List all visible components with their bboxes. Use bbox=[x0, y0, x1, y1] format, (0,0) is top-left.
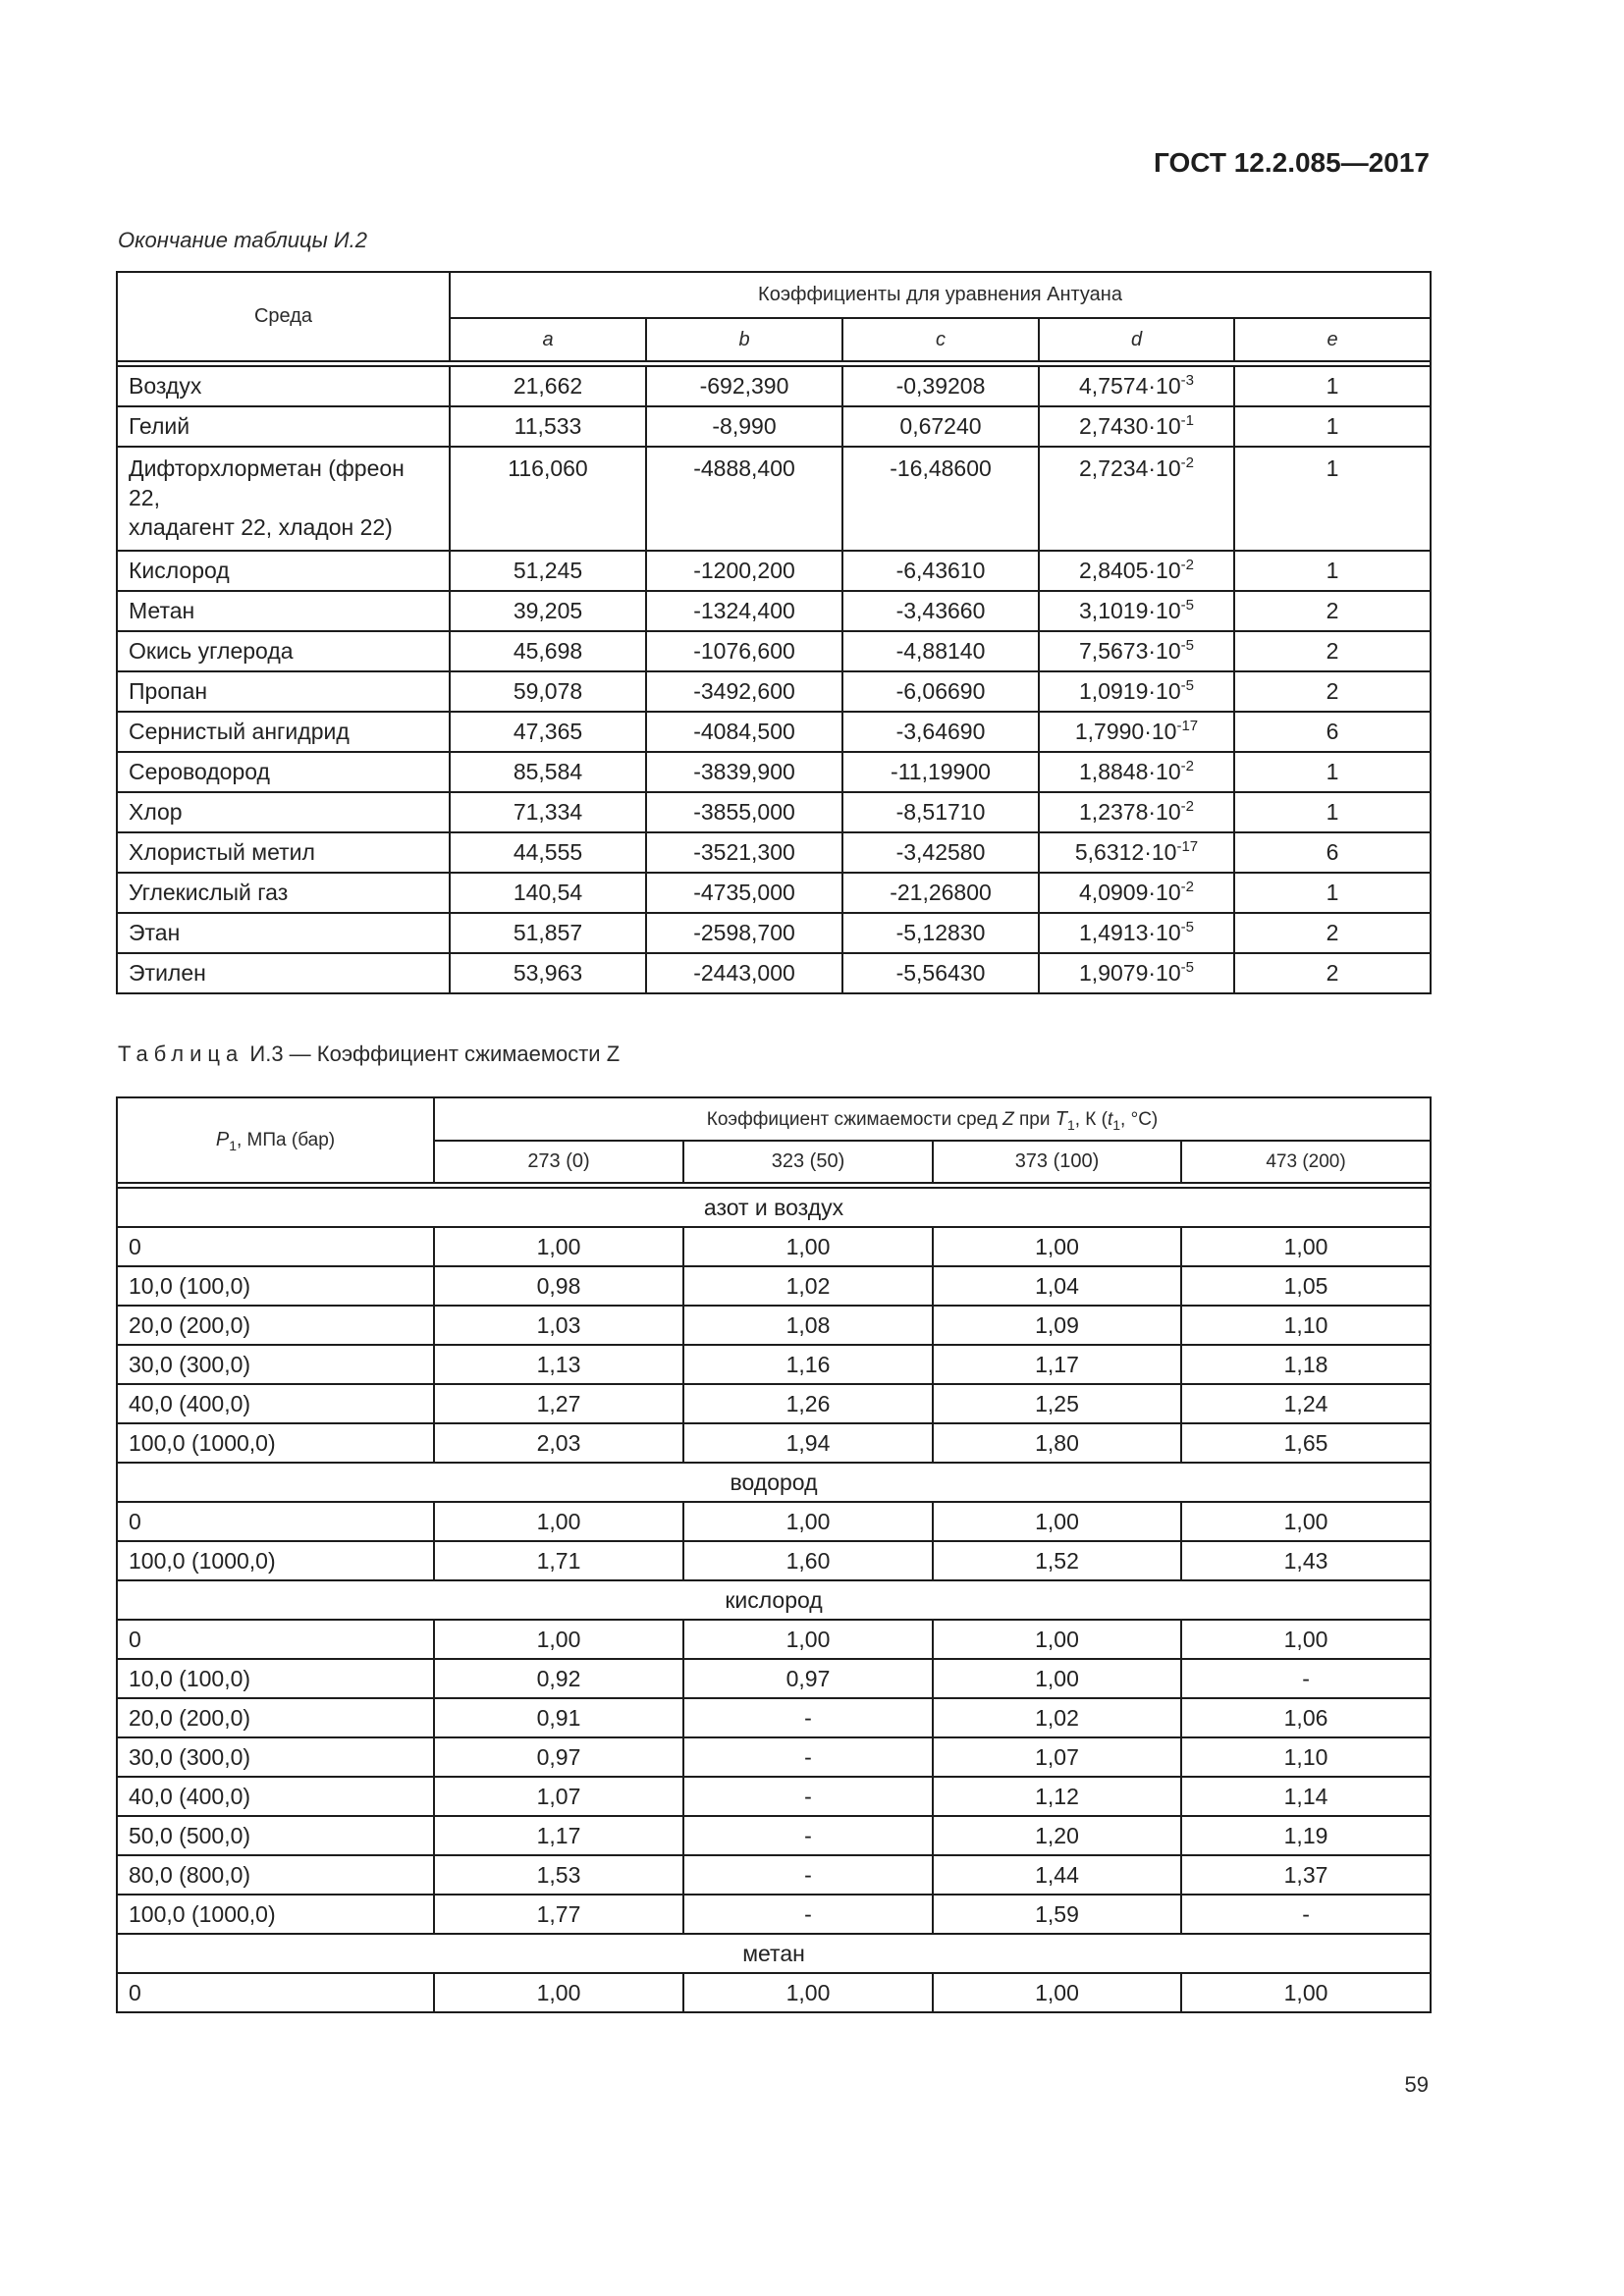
z-value: 1,00 bbox=[933, 1620, 1181, 1659]
pressure-value: 30,0 (300,0) bbox=[117, 1737, 434, 1777]
z-value: 0,98 bbox=[434, 1266, 683, 1306]
coef-a: 51,245 bbox=[450, 551, 646, 591]
table-row bbox=[117, 1973, 1431, 2012]
column-header-temp-473: 473 (200) bbox=[1181, 1141, 1431, 1183]
coef-b: -4735,000 bbox=[646, 873, 842, 913]
coef-d-multiplier: ·10 bbox=[1148, 880, 1181, 905]
z-value: 1,00 bbox=[434, 1227, 683, 1266]
column-header-medium: Среда bbox=[117, 272, 450, 361]
z-value: 1,77 bbox=[434, 1895, 683, 1934]
coef-d bbox=[1039, 671, 1234, 712]
z-value: 0,97 bbox=[683, 1659, 933, 1698]
coef-b: -1076,600 bbox=[646, 631, 842, 671]
z-value: 1,07 bbox=[434, 1777, 683, 1816]
z-value: 1,00 bbox=[683, 1973, 933, 2012]
table-row bbox=[117, 953, 1431, 993]
pressure-value: 40,0 (400,0) bbox=[117, 1384, 434, 1423]
compressibility-table bbox=[116, 1096, 1432, 2013]
coef-d-exponent: -17 bbox=[1176, 838, 1199, 855]
z-value: 1,44 bbox=[933, 1855, 1181, 1895]
coef-b: -8,990 bbox=[646, 406, 842, 447]
coef-d bbox=[1039, 752, 1234, 792]
coef-d bbox=[1039, 591, 1234, 631]
group-row bbox=[117, 1463, 1431, 1502]
group-row bbox=[117, 1934, 1431, 1973]
z-value: 1,04 bbox=[933, 1266, 1181, 1306]
coef-d bbox=[1039, 913, 1234, 953]
column-header-temp-373: 373 (100) bbox=[933, 1141, 1181, 1183]
z-value: 0,92 bbox=[434, 1659, 683, 1698]
z-value: 0,91 bbox=[434, 1698, 683, 1737]
coef-a: 51,857 bbox=[450, 913, 646, 953]
z-value: - bbox=[683, 1777, 933, 1816]
z-value: 1,00 bbox=[683, 1502, 933, 1541]
coef-e: 1 bbox=[1234, 873, 1431, 913]
z-value: - bbox=[683, 1698, 933, 1737]
pressure-value: 100,0 (1000,0) bbox=[117, 1895, 434, 1934]
group-label: водород bbox=[117, 1463, 1431, 1502]
compressibility-table-body bbox=[117, 1183, 1431, 2012]
coef-d-exponent: -2 bbox=[1180, 758, 1194, 774]
table-title: И.3 — Коэффициент сжимаемости Z bbox=[249, 1041, 621, 1066]
medium-name-line: хладагент 22, хладон 22) bbox=[129, 514, 393, 540]
coef-d bbox=[1039, 832, 1234, 873]
z-value: 1,16 bbox=[683, 1345, 933, 1384]
z-value: - bbox=[683, 1855, 933, 1895]
coef-d-mantissa: 1,2378 bbox=[1079, 799, 1149, 825]
pressure-value: 40,0 (400,0) bbox=[117, 1777, 434, 1816]
table-row bbox=[117, 591, 1431, 631]
coef-a: 44,555 bbox=[450, 832, 646, 873]
coef-d-multiplier: ·10 bbox=[1144, 839, 1177, 865]
coef-c: -3,64690 bbox=[842, 712, 1039, 752]
z-value: 1,71 bbox=[434, 1541, 683, 1580]
coef-d bbox=[1039, 631, 1234, 671]
table-row bbox=[117, 1423, 1431, 1463]
coef-d bbox=[1039, 406, 1234, 447]
table-row bbox=[117, 1855, 1431, 1895]
column-header-temp-323: 323 (50) bbox=[683, 1141, 933, 1183]
coef-d-exponent: -5 bbox=[1180, 959, 1194, 976]
coef-d-multiplier: ·10 bbox=[1148, 920, 1181, 945]
medium-name: Хлор bbox=[117, 792, 450, 832]
z-value: 1,00 bbox=[1181, 1227, 1431, 1266]
coef-a: 53,963 bbox=[450, 953, 646, 993]
coef-d-mantissa: 1,0919 bbox=[1079, 678, 1149, 704]
pressure-value: 10,0 (100,0) bbox=[117, 1659, 434, 1698]
table-row bbox=[117, 712, 1431, 752]
pressure-value: 20,0 (200,0) bbox=[117, 1306, 434, 1345]
medium-name: Сернистый ангидрид bbox=[117, 712, 450, 752]
t-symbol: T bbox=[1055, 1107, 1067, 1130]
table-label: Таблица bbox=[118, 1041, 244, 1066]
z-value: 1,19 bbox=[1181, 1816, 1431, 1855]
table-i3-caption bbox=[118, 1041, 620, 1067]
z-value: 1,00 bbox=[933, 1227, 1181, 1266]
group-header-text: при bbox=[1013, 1108, 1056, 1130]
column-header-b: b bbox=[646, 318, 842, 361]
group-header-text: , °С) bbox=[1120, 1108, 1159, 1130]
z-value: 1,06 bbox=[1181, 1698, 1431, 1737]
z-value: 1,17 bbox=[434, 1816, 683, 1855]
coef-e: 1 bbox=[1234, 406, 1431, 447]
column-header-d: d bbox=[1039, 318, 1234, 361]
z-value: 1,94 bbox=[683, 1423, 933, 1463]
t-subscript: 1 bbox=[1066, 1116, 1075, 1133]
coef-a: 45,698 bbox=[450, 631, 646, 671]
table-row bbox=[117, 1541, 1431, 1580]
table-row bbox=[117, 1384, 1431, 1423]
pressure-value: 10,0 (100,0) bbox=[117, 1266, 434, 1306]
coef-b: -3839,900 bbox=[646, 752, 842, 792]
coef-d bbox=[1039, 366, 1234, 406]
table-row bbox=[117, 551, 1431, 591]
table-row bbox=[117, 1345, 1431, 1384]
coef-c: -16,48600 bbox=[842, 447, 1039, 551]
coef-a: 140,54 bbox=[450, 873, 646, 913]
coef-e: 1 bbox=[1234, 447, 1431, 551]
coef-d-exponent: -5 bbox=[1180, 597, 1194, 614]
column-header-c: c bbox=[842, 318, 1039, 361]
z-value: - bbox=[683, 1737, 933, 1777]
z-value: 1,18 bbox=[1181, 1345, 1431, 1384]
table-row bbox=[117, 913, 1431, 953]
medium-name: Кислород bbox=[117, 551, 450, 591]
coef-a: 21,662 bbox=[450, 366, 646, 406]
coef-c: 0,67240 bbox=[842, 406, 1039, 447]
z-value: - bbox=[1181, 1659, 1431, 1698]
z-value: 1,37 bbox=[1181, 1855, 1431, 1895]
coef-d-multiplier: ·10 bbox=[1148, 960, 1181, 986]
z-value: - bbox=[1181, 1895, 1431, 1934]
coef-e: 2 bbox=[1234, 913, 1431, 953]
z-value: 1,26 bbox=[683, 1384, 933, 1423]
z-value: 1,00 bbox=[683, 1620, 933, 1659]
coef-c: -5,12830 bbox=[842, 913, 1039, 953]
coef-b: -2443,000 bbox=[646, 953, 842, 993]
z-value: 1,25 bbox=[933, 1384, 1181, 1423]
table-row bbox=[117, 1620, 1431, 1659]
coef-c: -0,39208 bbox=[842, 366, 1039, 406]
z-value: 1,59 bbox=[933, 1895, 1181, 1934]
z-value: 1,12 bbox=[933, 1777, 1181, 1816]
coef-d bbox=[1039, 551, 1234, 591]
coef-b: -3855,000 bbox=[646, 792, 842, 832]
coef-d-exponent: -17 bbox=[1176, 718, 1199, 734]
medium-name: Этилен bbox=[117, 953, 450, 993]
coef-d-exponent: -5 bbox=[1180, 637, 1194, 654]
coef-d-multiplier: ·10 bbox=[1148, 558, 1181, 583]
z-value: 1,60 bbox=[683, 1541, 933, 1580]
coef-c: -5,56430 bbox=[842, 953, 1039, 993]
medium-name: Пропан bbox=[117, 671, 450, 712]
antoine-table-body bbox=[117, 361, 1431, 993]
antoine-coefficients-table bbox=[116, 271, 1432, 994]
coef-b: -1200,200 bbox=[646, 551, 842, 591]
coef-d-multiplier: ·10 bbox=[1148, 759, 1181, 784]
coef-d-multiplier: ·10 bbox=[1144, 719, 1177, 744]
z-value: 1,08 bbox=[683, 1306, 933, 1345]
document-code: ГОСТ 12.2.085—2017 bbox=[1154, 147, 1430, 178]
coef-d-mantissa: 1,8848 bbox=[1079, 759, 1149, 784]
coef-a: 59,078 bbox=[450, 671, 646, 712]
coef-d-exponent: -1 bbox=[1180, 412, 1194, 429]
table-row bbox=[117, 366, 1431, 406]
coef-e: 6 bbox=[1234, 832, 1431, 873]
celsius-subscript: 1 bbox=[1112, 1116, 1121, 1133]
coef-a: 71,334 bbox=[450, 792, 646, 832]
coef-e: 1 bbox=[1234, 551, 1431, 591]
group-header-text: Коэффициент сжимаемости сред bbox=[706, 1108, 1003, 1130]
pressure-subscript: 1 bbox=[229, 1138, 237, 1153]
column-header-e: e bbox=[1234, 318, 1431, 361]
table-row bbox=[117, 1698, 1431, 1737]
coef-e: 2 bbox=[1234, 591, 1431, 631]
coef-d bbox=[1039, 792, 1234, 832]
coef-d-multiplier: ·10 bbox=[1148, 373, 1181, 399]
coef-b: -2598,700 bbox=[646, 913, 842, 953]
z-value: 1,17 bbox=[933, 1345, 1181, 1384]
coef-d-multiplier: ·10 bbox=[1148, 598, 1181, 623]
coef-d-multiplier: ·10 bbox=[1148, 799, 1181, 825]
z-value: 1,13 bbox=[434, 1345, 683, 1384]
z-value: 1,52 bbox=[933, 1541, 1181, 1580]
table-row bbox=[117, 1266, 1431, 1306]
coef-d-exponent: -5 bbox=[1180, 677, 1194, 694]
table-row bbox=[117, 406, 1431, 447]
table-row bbox=[117, 671, 1431, 712]
coef-e: 2 bbox=[1234, 671, 1431, 712]
table-row bbox=[117, 1659, 1431, 1698]
coef-d-mantissa: 4,0909 bbox=[1079, 880, 1149, 905]
group-header-text: , К ( bbox=[1074, 1108, 1108, 1130]
table-row bbox=[117, 1227, 1431, 1266]
coef-d-exponent: -3 bbox=[1180, 372, 1194, 389]
column-header-pressure bbox=[117, 1097, 434, 1183]
coef-d-mantissa: 1,9079 bbox=[1079, 960, 1149, 986]
coef-e: 1 bbox=[1234, 366, 1431, 406]
coef-d-mantissa: 2,8405 bbox=[1079, 558, 1149, 583]
medium-name: Метан bbox=[117, 591, 450, 631]
pressure-value: 100,0 (1000,0) bbox=[117, 1423, 434, 1463]
table-row bbox=[117, 832, 1431, 873]
z-value: 1,05 bbox=[1181, 1266, 1431, 1306]
coef-d-multiplier: ·10 bbox=[1148, 678, 1181, 704]
z-value: 1,24 bbox=[1181, 1384, 1431, 1423]
table-row bbox=[117, 1816, 1431, 1855]
pressure-value: 100,0 (1000,0) bbox=[117, 1541, 434, 1580]
coef-d-exponent: -2 bbox=[1180, 454, 1194, 471]
column-group-header-antoine: Коэффициенты для уравнения Антуана bbox=[450, 272, 1431, 318]
coef-d-mantissa: 3,1019 bbox=[1079, 598, 1149, 623]
pressure-value: 50,0 (500,0) bbox=[117, 1816, 434, 1855]
coef-c: -3,43660 bbox=[842, 591, 1039, 631]
z-value: 1,02 bbox=[933, 1698, 1181, 1737]
coef-d-mantissa: 1,4913 bbox=[1079, 920, 1149, 945]
pressure-value: 20,0 (200,0) bbox=[117, 1698, 434, 1737]
z-symbol: Z bbox=[1002, 1108, 1014, 1130]
z-value: 1,07 bbox=[933, 1737, 1181, 1777]
z-value: 1,53 bbox=[434, 1855, 683, 1895]
z-value: - bbox=[683, 1895, 933, 1934]
column-group-header-compressibility bbox=[434, 1097, 1431, 1141]
coef-d-multiplier: ·10 bbox=[1148, 413, 1181, 439]
coef-b: -3492,600 bbox=[646, 671, 842, 712]
coef-b: -3521,300 bbox=[646, 832, 842, 873]
z-value: 1,00 bbox=[434, 1973, 683, 2012]
coef-d bbox=[1039, 712, 1234, 752]
medium-name-line: 22, bbox=[129, 485, 160, 510]
coef-e: 1 bbox=[1234, 752, 1431, 792]
medium-name bbox=[117, 447, 450, 551]
z-value: 1,10 bbox=[1181, 1306, 1431, 1345]
coef-d-mantissa: 7,5673 bbox=[1079, 638, 1149, 664]
coef-d-exponent: -5 bbox=[1180, 919, 1194, 935]
z-value: 1,00 bbox=[933, 1502, 1181, 1541]
group-label: кислород bbox=[117, 1580, 1431, 1620]
coef-d-mantissa: 5,6312 bbox=[1074, 839, 1145, 865]
z-value: 1,00 bbox=[1181, 1620, 1431, 1659]
medium-name-line: Дифторхлорметан (фреон bbox=[129, 455, 405, 481]
coef-d bbox=[1039, 873, 1234, 913]
z-value: 1,27 bbox=[434, 1384, 683, 1423]
z-value: 1,00 bbox=[933, 1973, 1181, 2012]
table-row bbox=[117, 1777, 1431, 1816]
coef-e: 1 bbox=[1234, 792, 1431, 832]
table-row bbox=[117, 1737, 1431, 1777]
z-value: 1,43 bbox=[1181, 1541, 1431, 1580]
table-row bbox=[117, 1895, 1431, 1934]
table-row bbox=[117, 1502, 1431, 1541]
table-i2-caption: Окончание таблицы И.2 bbox=[118, 228, 367, 252]
z-value: 1,09 bbox=[933, 1306, 1181, 1345]
coef-c: -8,51710 bbox=[842, 792, 1039, 832]
z-value: 1,03 bbox=[434, 1306, 683, 1345]
z-value: 1,10 bbox=[1181, 1737, 1431, 1777]
group-label: метан bbox=[117, 1934, 1431, 1973]
table-row bbox=[117, 447, 1431, 551]
group-row bbox=[117, 1580, 1431, 1620]
coef-c: -3,42580 bbox=[842, 832, 1039, 873]
coef-a: 47,365 bbox=[450, 712, 646, 752]
z-value: 0,97 bbox=[434, 1737, 683, 1777]
medium-name: Хлористый метил bbox=[117, 832, 450, 873]
z-value: 1,00 bbox=[683, 1227, 933, 1266]
coef-d-mantissa: 2,7234 bbox=[1079, 455, 1149, 481]
table-row bbox=[117, 1306, 1431, 1345]
column-header-temp-273: 273 (0) bbox=[434, 1141, 683, 1183]
coef-d-mantissa: 1,7990 bbox=[1074, 719, 1145, 744]
z-value: 1,00 bbox=[933, 1659, 1181, 1698]
pressure-value: 0 bbox=[117, 1227, 434, 1266]
z-value: 1,80 bbox=[933, 1423, 1181, 1463]
coef-d-multiplier: ·10 bbox=[1148, 638, 1181, 664]
pressure-symbol: P bbox=[215, 1129, 230, 1150]
table-row bbox=[117, 792, 1431, 832]
z-value: 1,14 bbox=[1181, 1777, 1431, 1816]
coef-a: 116,060 bbox=[450, 447, 646, 551]
coef-d bbox=[1039, 447, 1234, 551]
z-value: 1,02 bbox=[683, 1266, 933, 1306]
medium-name: Этан bbox=[117, 913, 450, 953]
coef-a: 39,205 bbox=[450, 591, 646, 631]
coef-d-exponent: -2 bbox=[1180, 798, 1194, 815]
z-value: 1,00 bbox=[434, 1620, 683, 1659]
z-value: - bbox=[683, 1816, 933, 1855]
celsius-symbol: t bbox=[1107, 1108, 1113, 1130]
pressure-value: 0 bbox=[117, 1620, 434, 1659]
group-label: азот и воздух bbox=[117, 1188, 1431, 1227]
coef-e: 2 bbox=[1234, 953, 1431, 993]
pressure-value: 30,0 (300,0) bbox=[117, 1345, 434, 1384]
coef-c: -11,19900 bbox=[842, 752, 1039, 792]
pressure-value: 80,0 (800,0) bbox=[117, 1855, 434, 1895]
table-row bbox=[117, 873, 1431, 913]
z-value: 1,65 bbox=[1181, 1423, 1431, 1463]
z-value: 1,00 bbox=[434, 1502, 683, 1541]
coef-c: -6,43610 bbox=[842, 551, 1039, 591]
coef-d-exponent: -2 bbox=[1180, 557, 1194, 573]
coef-d-mantissa: 4,7574 bbox=[1079, 373, 1149, 399]
pressure-value: 0 bbox=[117, 1973, 434, 2012]
coef-e: 2 bbox=[1234, 631, 1431, 671]
coef-b: -4888,400 bbox=[646, 447, 842, 551]
medium-name: Воздух bbox=[117, 366, 450, 406]
coef-a: 85,584 bbox=[450, 752, 646, 792]
medium-name: Углекислый газ bbox=[117, 873, 450, 913]
coef-d-exponent: -2 bbox=[1180, 879, 1194, 895]
coef-d bbox=[1039, 953, 1234, 993]
z-value: 1,20 bbox=[933, 1816, 1181, 1855]
coef-e: 6 bbox=[1234, 712, 1431, 752]
column-header-a: a bbox=[450, 318, 646, 361]
pressure-value: 0 bbox=[117, 1502, 434, 1541]
medium-name: Сероводород bbox=[117, 752, 450, 792]
coef-b: -1324,400 bbox=[646, 591, 842, 631]
z-value: 1,00 bbox=[1181, 1973, 1431, 2012]
coef-b: -4084,500 bbox=[646, 712, 842, 752]
coef-c: -21,26800 bbox=[842, 873, 1039, 913]
group-row bbox=[117, 1188, 1431, 1227]
page-number: 59 bbox=[1404, 2072, 1429, 2097]
coef-c: -6,06690 bbox=[842, 671, 1039, 712]
coef-c: -4,88140 bbox=[842, 631, 1039, 671]
z-value: 2,03 bbox=[434, 1423, 683, 1463]
pressure-unit: , МПа (бар) bbox=[237, 1130, 336, 1150]
table-row bbox=[117, 752, 1431, 792]
table-row bbox=[117, 631, 1431, 671]
medium-name: Окись углерода bbox=[117, 631, 450, 671]
coef-a: 11,533 bbox=[450, 406, 646, 447]
coef-d-mantissa: 2,7430 bbox=[1079, 413, 1149, 439]
coef-b: -692,390 bbox=[646, 366, 842, 406]
z-value: 1,00 bbox=[1181, 1502, 1431, 1541]
coef-d-multiplier: ·10 bbox=[1148, 455, 1181, 481]
medium-name: Гелий bbox=[117, 406, 450, 447]
